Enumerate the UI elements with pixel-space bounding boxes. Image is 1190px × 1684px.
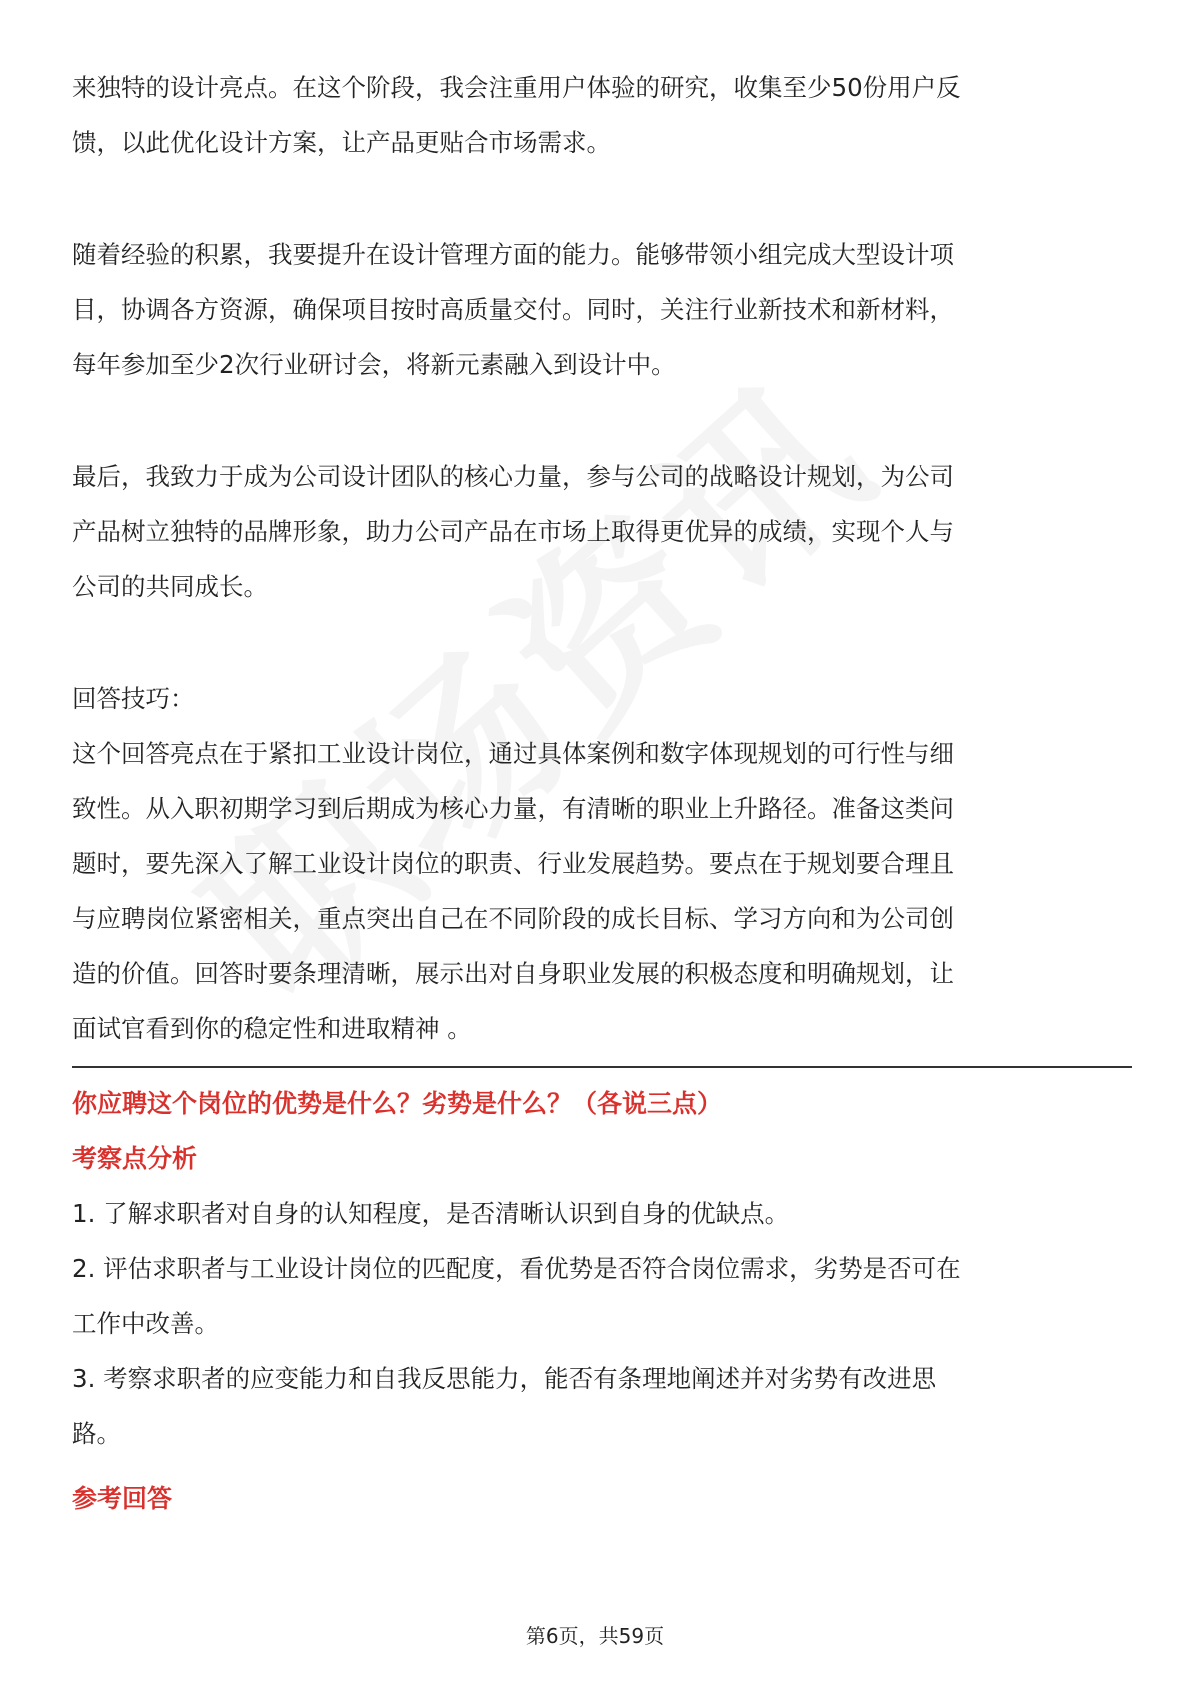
text-line: 题时，要先深入了解工业设计岗位的职责、行业发展趋势。要点在于规划要合理且 — [72, 849, 954, 878]
text-line: 造的价值。回答时要条理清晰，展示出对自身职业发展的积极态度和明确规划，让 — [72, 959, 954, 988]
text-line: 产品树立独特的品牌形象，助力公司产品在市场上取得更优异的成绩，实现个人与 — [72, 517, 954, 546]
text-line: 目，协调各方资源，确保项目按时高质量交付。同时，关注行业新技术和新材料， — [72, 295, 954, 324]
list-item: 2. 评估求职者与工业设计岗位的匹配度，看优势是否符合岗位需求，劣势是否可在 — [72, 1254, 961, 1283]
text-line: 随着经验的积累，我要提升在设计管理方面的能力。能够带领小组完成大型设计项 — [72, 240, 954, 269]
section-divider — [72, 1066, 1132, 1068]
tips-label: 回答技巧： — [72, 684, 195, 713]
text-line: 最后，我致力于成为公司设计团队的核心力量，参与公司的战略设计规划，为公司 — [72, 462, 954, 491]
analysis-title: 考察点分析 — [72, 1144, 198, 1173]
list-item: 1. 了解求职者对自身的认知程度，是否清晰认识到自身的优缺点。 — [72, 1199, 790, 1228]
text-line: 馈，以此优化设计方案，让产品更贴合市场需求。 — [72, 128, 611, 157]
answer-tips — [72, 671, 1132, 1056]
paragraph-2 — [72, 227, 1132, 392]
text-line: 致性。从入职初期学习到后期成为核心力量，有清晰的职业上升路径。准备这类问 — [72, 794, 954, 823]
paragraph-3 — [72, 449, 1132, 614]
reference-title: 参考回答 — [72, 1484, 173, 1513]
text-line: 这个回答亮点在于紧扣工业设计岗位，通过具体案例和数字体现规划的可行性与细 — [72, 739, 954, 768]
text-line: 每年参加至少2次行业研讨会，将新元素融入到设计中。 — [72, 350, 676, 379]
text-line: 公司的共同成长。 — [72, 572, 268, 601]
page-number: 第6页，共59页 — [525, 1624, 665, 1648]
list-item: 3. 考察求职者的应变能力和自我反思能力，能否有条理地阐述并对劣势有改进思 — [72, 1364, 937, 1393]
document-body — [72, 60, 1132, 1526]
list-item: 工作中改善。 — [72, 1309, 219, 1338]
analysis-list — [72, 1186, 1132, 1461]
text-line: 来独特的设计亮点。在这个阶段，我会注重用户体验的研究，收集至少50份用户反 — [72, 73, 961, 102]
question-title: 你应聘这个岗位的优势是什么？劣势是什么？（各说三点） — [72, 1089, 723, 1118]
list-item: 路。 — [72, 1419, 121, 1448]
text-line: 面试官看到你的稳定性和进取精神 。 — [72, 1014, 472, 1043]
text-line: 与应聘岗位紧密相关，重点突出自己在不同阶段的成长目标、学习方向和为公司创 — [72, 904, 954, 933]
paragraph-1 — [72, 60, 1132, 170]
